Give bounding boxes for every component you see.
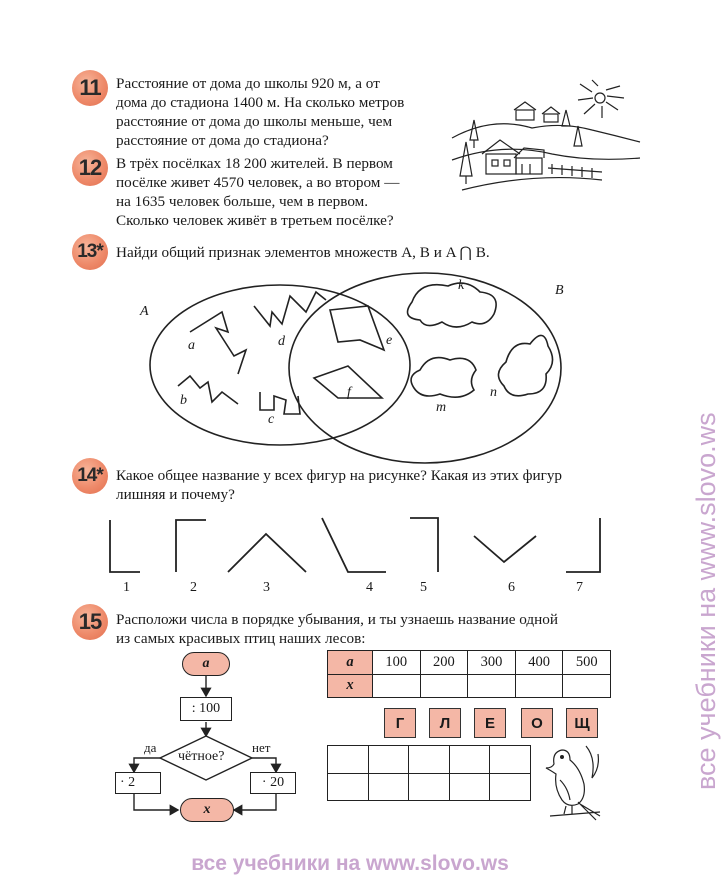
shape-n bbox=[498, 335, 552, 395]
task-11-line: дома до стадиона 1400 м. На сколько метров bbox=[116, 94, 405, 111]
figure-label-3: 3 bbox=[263, 580, 270, 595]
watermark-side-text: все учебники на www.slovo.ws bbox=[691, 412, 721, 790]
task-12-line: В трёх посёлках 18 200 жителей. В первом bbox=[116, 155, 393, 172]
element-label-m: m bbox=[436, 400, 447, 415]
answer-cell[interactable] bbox=[449, 773, 490, 801]
flowchart-left-op: · 2 bbox=[115, 772, 161, 794]
letter-tile: Г bbox=[384, 708, 416, 738]
figure-7 bbox=[566, 518, 600, 572]
element-label-n: n bbox=[490, 385, 497, 400]
task-12-line: на 1635 человек больше, чем в первом. bbox=[116, 193, 369, 210]
flowchart-yes-label: да bbox=[144, 740, 157, 755]
figure-4 bbox=[322, 518, 386, 572]
flowchart-condition: чётное? bbox=[178, 749, 225, 764]
letter-tile: Л bbox=[429, 708, 461, 738]
element-label-b: b bbox=[180, 393, 187, 408]
angle-figures bbox=[100, 510, 620, 580]
element-label-c: c bbox=[268, 412, 275, 427]
table-row-a-label: a bbox=[328, 651, 373, 675]
figure-label-2: 2 bbox=[190, 580, 197, 595]
task-number-badge-12: 12 bbox=[72, 150, 108, 186]
table-row-x-label: x bbox=[328, 674, 373, 698]
answer-cell[interactable] bbox=[490, 746, 531, 774]
table-cell: 200 bbox=[420, 651, 468, 675]
figure-label-4: 4 bbox=[366, 580, 373, 595]
shape-b bbox=[178, 376, 238, 404]
task-15-text bbox=[116, 610, 636, 648]
table-cell: 400 bbox=[515, 651, 563, 675]
task-number-badge-13: 13* bbox=[72, 234, 108, 270]
answer-cell[interactable] bbox=[409, 746, 450, 774]
letter-tile: Щ bbox=[566, 708, 598, 738]
task-11-line: Расстояние от дома до школы 920 м, а от bbox=[116, 75, 380, 92]
task-15-line: Расположи числа в порядке убывания, и ты узнаешь название одной bbox=[116, 611, 558, 628]
shape-a bbox=[190, 312, 246, 374]
flowchart-divide: : 100 bbox=[180, 697, 232, 721]
figure-label-5: 5 bbox=[420, 580, 427, 595]
figure-1 bbox=[110, 520, 140, 572]
figure-label-1: 1 bbox=[123, 580, 130, 595]
table-cell bbox=[563, 674, 611, 698]
element-label-a: a bbox=[188, 338, 195, 353]
shape-d bbox=[254, 292, 326, 326]
set-a-ellipse bbox=[150, 285, 410, 445]
task-14-text bbox=[116, 466, 636, 504]
table-cell: 300 bbox=[468, 651, 516, 675]
task-number-badge-14: 14* bbox=[72, 458, 108, 494]
flowchart-right-op: · 20 bbox=[250, 772, 296, 794]
figure-label-6: 6 bbox=[508, 580, 515, 595]
task-number-badge-15: 15 bbox=[72, 604, 108, 640]
watermark-side bbox=[691, 150, 719, 790]
figure-6 bbox=[474, 536, 536, 562]
watermark-bottom: все учебники на www.slovo.ws bbox=[191, 852, 509, 875]
set-b-ellipse bbox=[289, 273, 561, 463]
task-12-line: Сколько человек живёт в третьем посёлке? bbox=[116, 212, 394, 229]
set-b-label: B bbox=[555, 283, 564, 298]
answer-cell[interactable] bbox=[368, 746, 409, 774]
element-label-f: f bbox=[347, 385, 351, 400]
village-illustration bbox=[452, 80, 642, 200]
element-label-d: d bbox=[278, 334, 285, 349]
venn-diagram bbox=[130, 270, 590, 470]
set-a-label: A bbox=[140, 304, 149, 319]
task-11-line: расстояние от дома до стадиона? bbox=[116, 132, 329, 149]
answer-grid bbox=[327, 745, 531, 801]
shape-e bbox=[330, 306, 384, 350]
task-15-line: из самых красивых птиц наших лесов: bbox=[116, 630, 366, 647]
task-14-line: Какое общее название у всех фигур на рисунке? Какая из этих фигур bbox=[116, 467, 563, 484]
letter-tile: О bbox=[521, 708, 553, 738]
flowchart-start: a bbox=[182, 652, 230, 676]
answer-cell[interactable] bbox=[328, 746, 369, 774]
task-13-text: Найди общий признак элементов множеств A, B и A ⋂ B. bbox=[116, 244, 490, 261]
figure-5 bbox=[410, 518, 438, 572]
value-table bbox=[327, 650, 611, 698]
table-cell bbox=[515, 674, 563, 698]
table-cell: 100 bbox=[373, 651, 421, 675]
answer-cell[interactable] bbox=[490, 773, 531, 801]
answer-cell[interactable] bbox=[368, 773, 409, 801]
task-14-line: лишняя и почему? bbox=[116, 486, 235, 503]
sun-icon bbox=[595, 93, 605, 103]
table-cell bbox=[420, 674, 468, 698]
element-label-k: k bbox=[458, 278, 465, 293]
figure-3 bbox=[228, 534, 306, 572]
flowchart-no-label: нет bbox=[252, 740, 271, 755]
element-label-e: e bbox=[386, 333, 393, 348]
task-number-badge-11: 11 bbox=[72, 70, 108, 106]
bird-illustration bbox=[540, 738, 610, 824]
figure-2 bbox=[176, 520, 206, 572]
answer-cell[interactable] bbox=[449, 746, 490, 774]
table-cell: 500 bbox=[563, 651, 611, 675]
task-11-line: расстояние от дома до школы меньше, чем bbox=[116, 113, 393, 130]
table-cell bbox=[373, 674, 421, 698]
answer-cell[interactable] bbox=[328, 773, 369, 801]
flowchart-end: x bbox=[180, 798, 234, 822]
answer-cell[interactable] bbox=[409, 773, 450, 801]
task-11-text bbox=[116, 74, 456, 150]
task-12-line: посёлке живет 4570 человек, а во втором — bbox=[116, 174, 400, 191]
table-cell bbox=[468, 674, 516, 698]
shape-k bbox=[408, 283, 497, 327]
letter-tile: Е bbox=[474, 708, 506, 738]
task-12-text bbox=[116, 154, 456, 230]
figure-label-7: 7 bbox=[576, 580, 583, 595]
shape-m bbox=[411, 358, 476, 398]
